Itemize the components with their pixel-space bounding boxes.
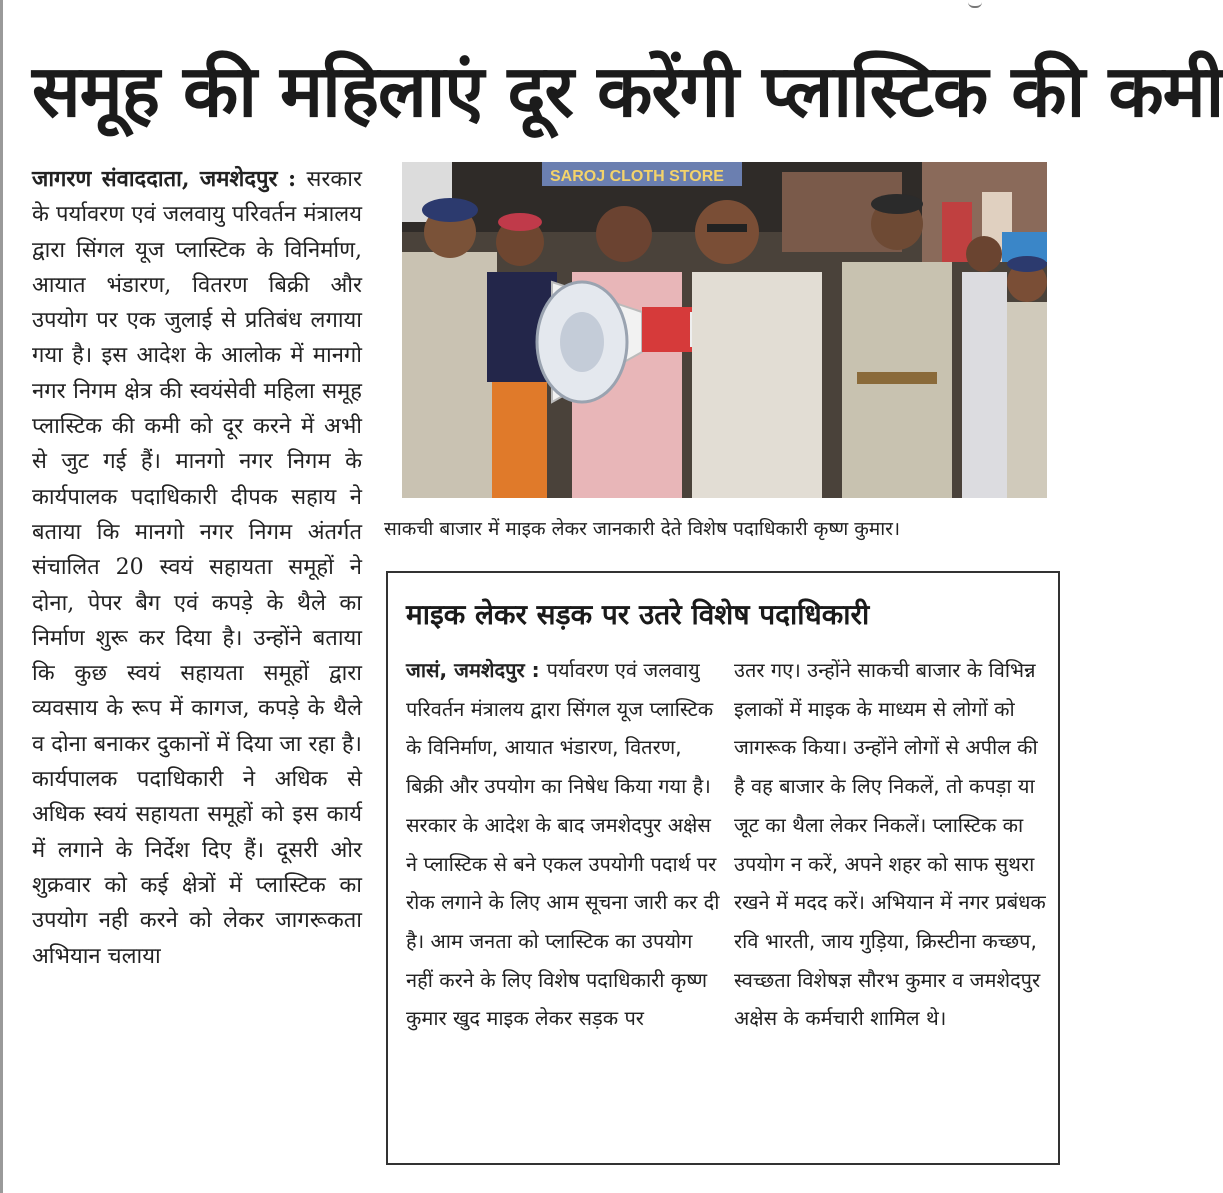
headline: समूह की महिलाएं दूर करेंगी प्लास्टिक की कमी bbox=[32, 49, 1223, 133]
news-photo bbox=[402, 162, 1047, 498]
photo-caption: साकची बाजार में माइक लेकर जानकारी देते विशेष पदाधिकारी कृष्ण कुमार। bbox=[384, 518, 901, 540]
sidebar-dateline: जासं, जमशेदपुर : bbox=[406, 658, 547, 682]
sidebar-column-2 bbox=[734, 651, 1050, 1038]
page-edge-divider bbox=[0, 0, 3, 1193]
market-scene-illustration bbox=[402, 162, 1047, 498]
sidebar-box bbox=[386, 571, 1060, 1165]
sidebar-column-2-text: उतर गए। उन्होंने साकची बाजार के विभिन्न इलाकों में माइक के माध्यम से लोगों को जागरूक किया। उन्होंने लोगों से अपील की है वह बाजार के लिए निकलें, तो कपड़ा या जूट का थैला लेकर निकलें। प्लास्टिक का उपयोग न करें, अपने शहर को साफ सुथरा रखने में मदद करें। अभियान में नगर प्रबंधक रवि भारती, जाय गुड़िया, क्रिस्टीना कच्छप, स्वच्छता विशेषज्ञ सौरभ कुमार व जमशेदपुर अक्षेस के कर्मचारी शामिल थे। bbox=[734, 658, 1046, 1031]
sidebar-column-1 bbox=[406, 651, 722, 1038]
main-story-dateline: जागरण संवाददाता, जमशेदपुर : bbox=[32, 166, 307, 192]
shop-sign-text: SAROJ CLOTH STORE bbox=[550, 168, 724, 185]
sidebar-column-1-text: पर्यावरण एवं जलवायु परिवर्तन मंत्रालय द्वारा सिंगल यूज प्लास्टिक के विनिर्माण, आयात भंडारण, वितरण, बिक्री और उपयोग का निषेध किया गया है। सरकार के आदेश के बाद जमशेदपुर अक्षेस ने प्लास्टिक से बने एकल उपयोगी पदार्थ पर रोक लगाने के लिए आम सूचना जारी कर दी है। आम जनता को प्लास्टिक का उपयोग नहीं करने के लिए विशेष पदाधिकारी कृष्ण कुमार खुद माइक लेकर सड़क पर bbox=[406, 658, 720, 1031]
main-story bbox=[32, 162, 362, 974]
sidebar-title: माइक लेकर सड़क पर उतरे विशेष पदाधिकारी bbox=[406, 598, 870, 631]
main-story-body: सरकार के पर्यावरण एवं जलवायु परिवर्तन मंत्रालय द्वारा सिंगल यूज प्लास्टिक के विनिर्माण, आयात भंडारण, वितरण बिक्री और उपयोग पर एक जुलाई से प्रतिबंध लगाया गया है। इस आदेश के आलोक में मानगो नगर निगम क्षेत्र की स्वयंसेवी महिला समूह प्लास्टिक की कमी को दूर करने में अभी से जुट गई हैं। मानगो नगर निगम के कार्यपालक पदाधिकारी दीपक सहाय ने बताया कि मानगो नगर निगम अंतर्गत संचालित 20 स्वयं सहायता समूहों ने दोना, पेपर बैग एवं कपड़े के थैले का निर्माण शुरू कर दिया है। उन्होंने बताया कि कुछ स्वयं सहायता समूहों द्वारा व्यवसाय के रूप में कागज, कपड़े के थैले व दोना बनाकर दुकानों में दिया जा रहा है। कार्यपालक पदाधिकारी ने अधिक से अधिक स्वयं सहायता समूहों को इस कार्य में लगाने के निर्देश दिए हैं। दूसरी ओर शुक्रवार को कई क्षेत्रों में प्लास्टिक का उपयोग नही करने को लेकर जागरूकता अभियान चलाया bbox=[32, 167, 362, 969]
page-corner-mark bbox=[968, 0, 982, 8]
